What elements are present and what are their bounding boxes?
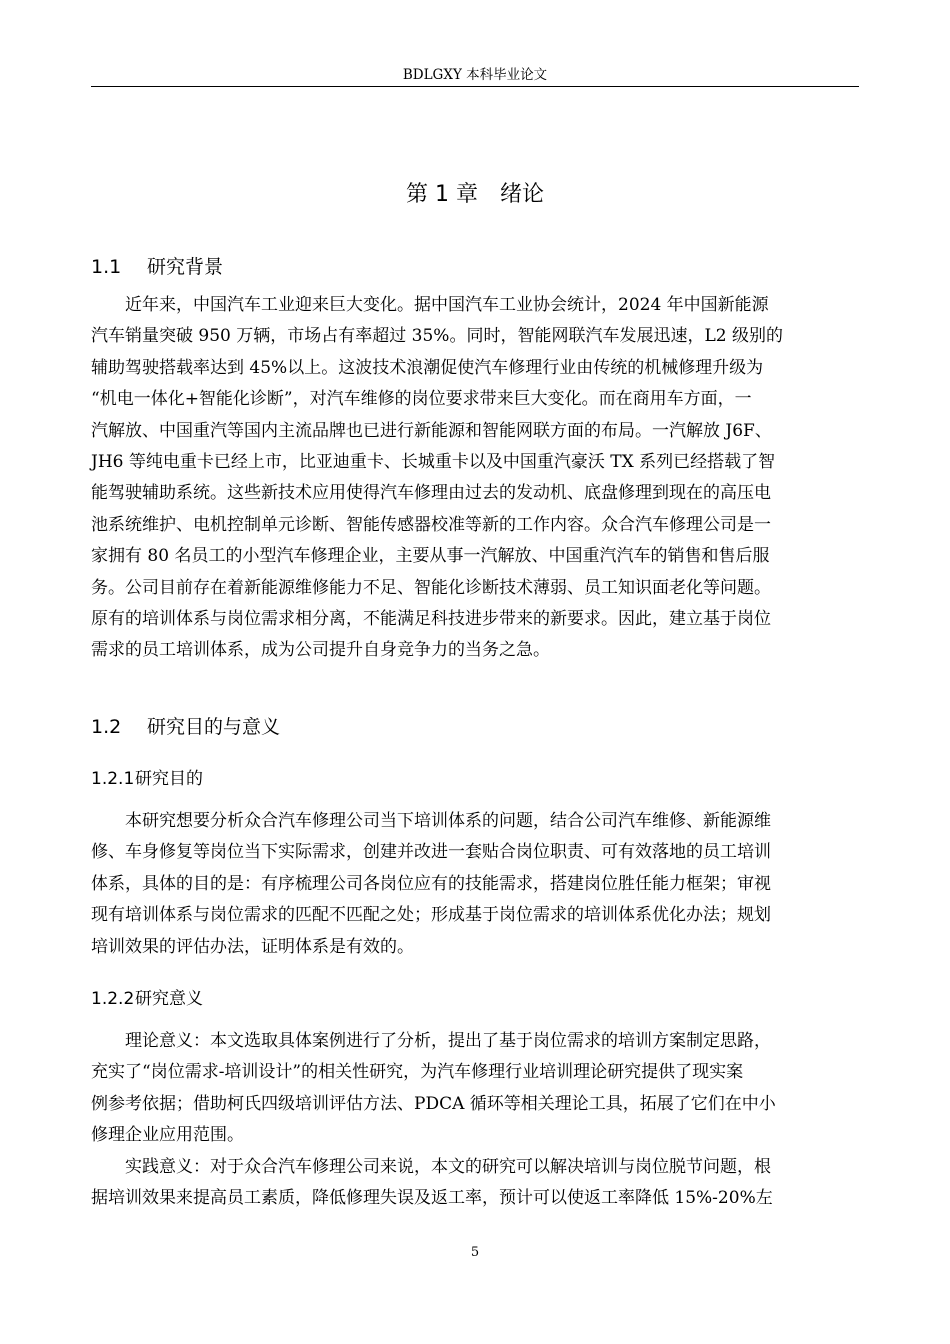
- page-number: 5: [470, 1245, 480, 1260]
- paragraph-line: 能驾驶辅助系统。这些新技术应用使得汽车修理由过去的发动机、底盘修理到现在的高压电: [91, 483, 771, 504]
- section-title: 研究意义: [135, 989, 203, 1009]
- paragraph-background: [91, 290, 859, 667]
- paragraph-line: 修理企业应用范围。: [91, 1125, 244, 1146]
- paragraph-line: 据培训效果来提高员工素质，降低修理失误及返工率，预计可以使返工率降低 15%-20%左: [91, 1188, 773, 1209]
- paragraph-theory: [91, 1026, 859, 1152]
- paragraph-line: 本研究想要分析众合汽车修理公司当下培训体系的问题，结合公司汽车维修、新能源维: [125, 811, 771, 831]
- paragraph-line: 修、车身修复等岗位当下实际需求，创建并改进一套贴合岗位职责、可有效落地的员工培训: [91, 842, 771, 863]
- chapter-title: 第 1 章 绪论: [406, 182, 544, 207]
- section-heading-1-2-2: [91, 987, 203, 1011]
- paragraph-line: “机电一体化+智能化诊断”，对汽车维修的岗位要求带来巨大变化。而在商用车方面，一: [91, 389, 752, 410]
- section-number: 1.1: [91, 256, 122, 278]
- paragraph-line: JH6 等纯电重卡已经上市，比亚迪重卡、长城重卡以及中国重汽豪沃 TX 系列已经搭载了智: [91, 452, 776, 473]
- section-title: 研究目的: [135, 769, 203, 789]
- paragraph-line: 体系，具体的目的是：有序梳理公司各岗位应有的技能需求，搭建岗位胜任能力框架；审视: [91, 873, 771, 894]
- section-heading-1-1: [91, 254, 223, 280]
- paragraph-line: 需求的员工培训体系，成为公司提升自身竞争力的当务之急。: [91, 640, 550, 661]
- header-title: BDLGXY 本科毕业论文: [402, 67, 548, 83]
- paragraph-line: 实践意义：对于众合汽车修理公司来说，本文的研究可以解决培训与岗位脱节问题，根: [125, 1157, 771, 1177]
- section-number: 1.2.1: [91, 769, 135, 789]
- paragraph-practice: [91, 1152, 859, 1215]
- paragraph-line: 理论意义：本文选取具体案例进行了分析，提出了基于岗位需求的培训方案制定思路，: [125, 1031, 771, 1051]
- section-title: 研究目的与意义: [147, 716, 281, 738]
- section-number: 1.2.2: [91, 989, 135, 1009]
- section-heading-1-2-1: [91, 767, 203, 791]
- section-title: 研究背景: [147, 256, 224, 278]
- section-number: 1.2: [91, 716, 122, 738]
- paragraph-line: 汽车销量突破 950 万辆，市场占有率超过 35%。同时，智能网联汽车发展迅速，L2 级别的: [91, 326, 783, 347]
- paragraph-line: 辅助驾驶搭载率达到 45%以上。这波技术浪潮促使汽车修理行业由传统的机械修理升级为: [91, 357, 764, 378]
- paragraph-line: 务。公司目前存在着新能源维修能力不足、智能化诊断技术薄弱、员工知识面老化等问题。: [91, 577, 771, 598]
- paragraph-line: 例参考依据；借助柯氏四级培训评估方法、PDCA 循环等相关理论工具，拓展了它们在中小: [91, 1093, 776, 1114]
- paragraph-line: 家拥有 80 名员工的小型汽车修理企业，主要从事一汽解放、中国重汽汽车的销售和售后服: [91, 546, 770, 567]
- paragraph-line: 充实了“岗位需求-培训设计”的相关性研究，为汽车修理行业培训理论研究提供了现实案: [91, 1062, 744, 1083]
- paragraph-line: 汽解放、中国重汽等国内主流品牌也已进行新能源和智能网联方面的布局。一汽解放 J6F、: [91, 420, 772, 441]
- paragraph-line: 原有的培训体系与岗位需求相分离，不能满足科技进步带来的新要求。因此，建立基于岗位: [91, 609, 771, 630]
- paragraph-line: 现有培训体系与岗位需求的匹配不匹配之处；形成基于岗位需求的培训体系优化办法；规划: [91, 905, 771, 926]
- section-heading-1-2: [91, 714, 280, 740]
- header-rule: [91, 86, 859, 87]
- paragraph-line: 培训效果的评估办法，证明体系是有效的。: [91, 936, 414, 957]
- paragraph-purpose: [91, 806, 859, 963]
- paragraph-line: 池系统维护、电机控制单元诊断、智能传感器校准等新的工作内容。众合汽车修理公司是一: [91, 514, 771, 535]
- paragraph-line: 近年来，中国汽车工业迎来巨大变化。据中国汽车工业协会统计，2024 年中国新能源: [125, 295, 769, 315]
